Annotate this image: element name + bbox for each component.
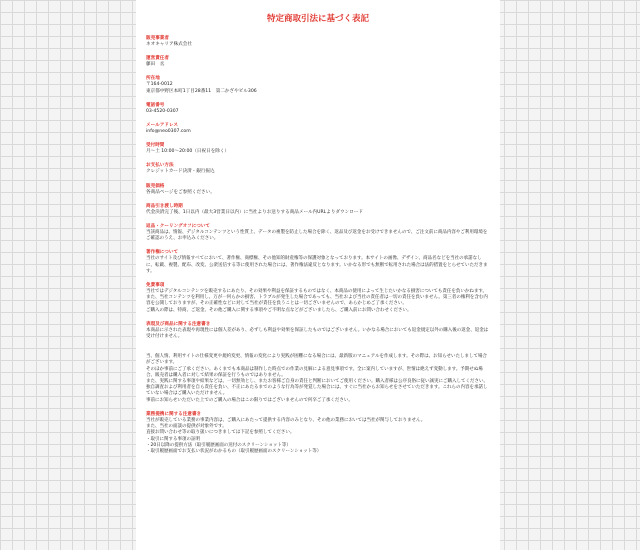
section-price [146,184,490,196]
section-value: 各商品ページをご参照ください。 [146,189,215,195]
document-page [136,0,500,550]
section-label: 返品・クーリングオフについて [146,224,210,230]
section-value: 03-4520-0307 [146,108,179,114]
section-label: 表現及び商品に関する注意書き [146,321,211,327]
section-phone [146,103,490,115]
section-paragraph: 独自調査および利用者を自ら責任を負い、不正にあたるまでのような行為等が発覚した場合には、すぐに当社からお知らせをさせていただきます。これらの内容を承諾していない場合はご購入いただけません。 [146,385,488,397]
section-hours [146,143,490,155]
section-label: 受付時間 [146,143,165,149]
section-value: クレジットカード決済・銀行振込 [146,169,215,175]
section-label: 所在地 [146,76,160,82]
section-label: 運営責任者 [146,56,169,62]
section-label: 業務提携に関する注意書き [146,411,202,417]
section-payment [146,163,490,175]
section-paragraph: そのほか事前にご了承ください。あくまでも本商品は制作した時点での作業の見解による意見事項です。全に案内していますが、世情は絶えず変動します。予期せぬ場合、販売者は購入者に対して結果の保証を行うものではありません。 [146,366,483,378]
section-returns [146,224,490,242]
section-label: 販売価格 [146,183,165,189]
section-value: 代金決済完了後、1日以内（最大3営業日以内）に当社よりお送りする商品メール内URLよりダウンロード [146,209,363,215]
section-label: 電話番号 [146,102,165,108]
section-paragraph: 当社が販売している業務の事業内容は、ご購入にあたって提供する内容のみとなり、その他の業務においては当社が関与しておりません。 [146,417,426,423]
section-partnership-notes [146,412,490,455]
list-item: ・20日以降の提供方法（取引履歴画面の送付のスクリーンショット等） [146,442,291,448]
section-paragraph: また、実践に関する事項や結果などは、一切無効とし、またお客様ご自身の責任と判断においてご使用ください。購入者様は公序良俗に従い誠実にご購入してください。 [146,379,488,385]
email-link[interactable]: info@neo0307.com [146,129,191,135]
section-value: ネオキャリア株式会社 [146,42,192,47]
section-copyright [146,250,490,275]
section-paragraph: ご購入の際は、特商、ご返金、その他ご購入に関する事項やご不明な点などがございましたら、ご購入前にお問い合わせください。 [146,307,412,313]
section-paragraph: また、当社コンテンツを利用し、万が一何らかの損害、トラブルが発生した場合であっても、当社および当社の責任者は一切の責任を負いません。第三者の権利を含む内容を公開しておりますが、その正確性などに対して当社が責任を負うことは一切ございませんので、あらかじめご了承ください。 [146,295,488,307]
section-value: 藤田 丞 [146,62,165,68]
list-item: ・取引履歴画面でお支払い状況がわかるもの（取引履歴画面のスクリーンショット等） [146,448,322,454]
section-label: 商品引き渡し時期 [146,203,183,209]
page-title: 特定商取引法に基づく表記 [266,14,369,24]
section-manager [146,56,490,68]
section-paragraph: 当該商品は、情報、デジタルコンテンツという性質上、データの複製を防止した場合を除く、返品及び返金をお受けできませんので、ご注文前に商品内容やご利用環境をご確認のうえ、お申込みください。 [146,230,488,242]
section-paragraph: また、当社の面談の提供が対象外です。 [146,424,227,430]
section-paragraph: 当社のサイト及び情報すべてにおいて、著作権、商標権、その他知的財産権等の保護対象となっております。本サイトの画像、デザイン、商品名などを当社の承諾なしに、転載、複製、配布、改変、公衆送信する等に使用された場合には、著作権法違反となります。いかなる形でも無断で転用された場合は法的措置をとらせていただきます。 [146,256,488,274]
section-seller [146,36,490,48]
section-paragraph: 当、個人情、利用サイトの仕様変更や規約変更、情報の変化により実践が困難になる場合には、最新版のマニュアルを作成します。その際は、お知らせいたしまして場合がございます。 [146,354,488,366]
section-value: 月〜土 10:00〜20:00（日祝日を除く） [146,149,230,155]
section-value: 東京都中野区本町1丁目28番11 第二かざやビル306 [146,88,257,94]
section-paragraph: 事前にお知らせいただいた上でのご購入の場合はこの限りではございませんので何卒ご了承ください。 [146,397,353,403]
section-paragraph: 本商品に示された表現や再現性には個人差があり、必ずしも利益や効果を保証したものではございません。いかなる場合においても返金規定以外の購入後の返金、返金は受け付けません。 [146,327,489,340]
section-label: 免責事項 [146,283,165,289]
section-expression-notes [146,322,490,340]
section-disclaimer [146,283,490,314]
section-general-notes [146,354,490,404]
section-address [146,76,490,94]
section-value: 〒164-0012 [146,82,173,88]
section-paragraph: 当社ではデジタルコンテンツを販売するにあたり、その効果や利益を保証するものではなく、本商品の使用によって生じたいかなる損害についても責任を負いかねます。 [146,289,487,295]
section-paragraph: 直接お問い合わせ等の取り扱いにつきましては下記を参照してください。 [146,430,295,436]
section-delivery [146,204,490,216]
section-label: 著作権について [146,250,179,256]
section-label: メールアドレス [146,123,178,129]
list-item: ・取引に関する事項の証明 [146,436,200,442]
section-label: 販売事業者 [146,36,169,41]
section-label: お支払い方法 [146,163,174,169]
section-email [146,123,490,135]
